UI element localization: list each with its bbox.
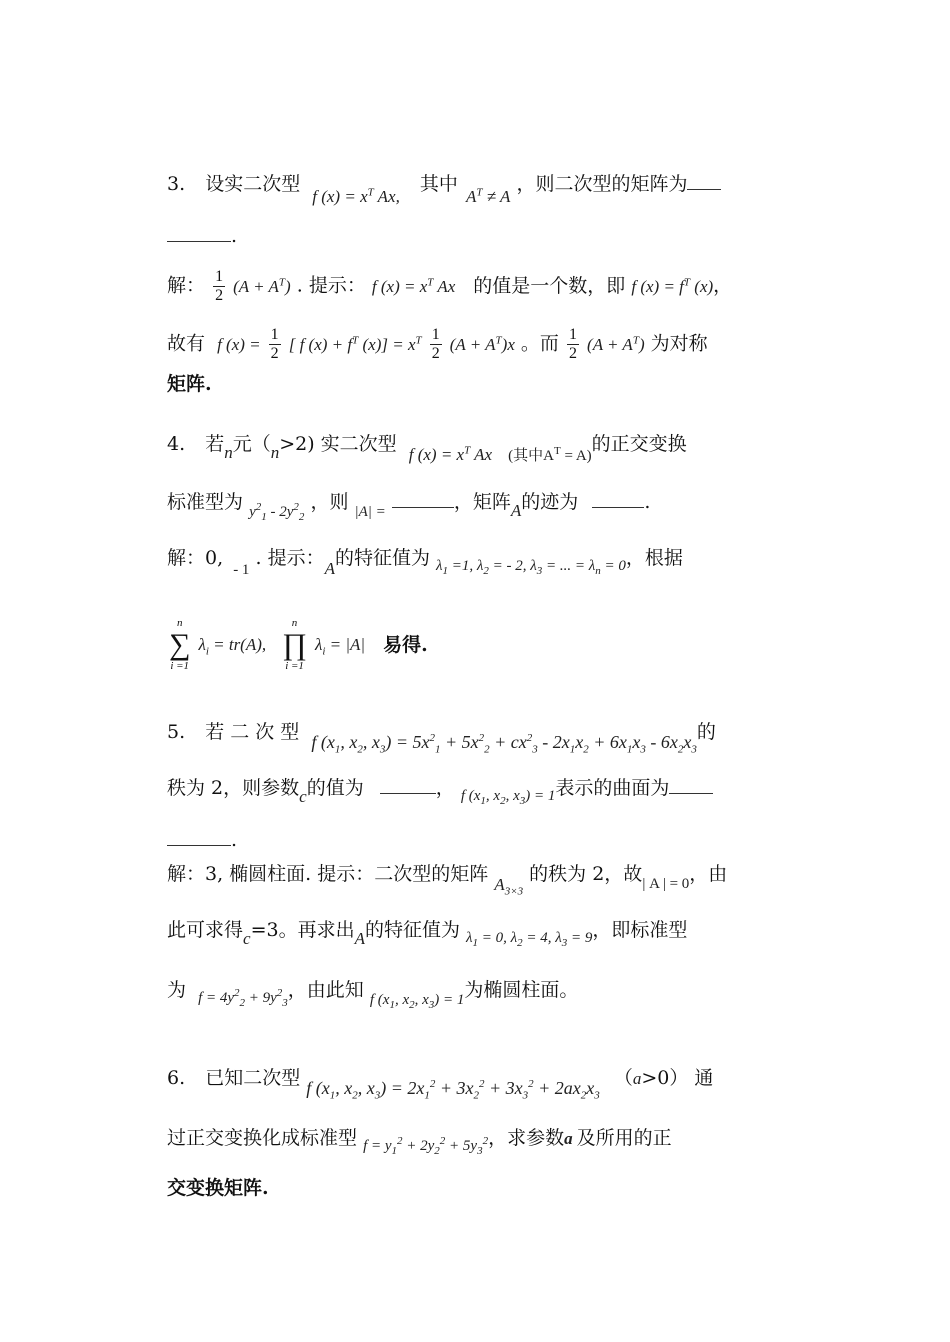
q6-line-3: 交变换矩阵. <box>167 1177 269 1199</box>
a4-line-2: n ∑ i =1 $\lambda_i = tr(A)$, n ∏ i =1 $\lambda_i = |A|$ 易得. <box>169 617 428 672</box>
answer-blank <box>687 173 721 190</box>
answer-blank <box>392 491 454 508</box>
answer-blank <box>592 491 644 508</box>
answer-blank <box>669 777 713 794</box>
q5-number: 5. <box>167 721 186 743</box>
q4-line-1: 4. 若n元（n>2) 实二次型 f $(x) = x^T$ Ax $_{(其中A^T = A)}$的正交变换 <box>167 433 687 464</box>
fraction: $\frac{1}{2}$ <box>215 268 224 304</box>
answer-label: 解：3, 椭圆柱面. 提示：二次型的矩阵 <box>167 863 489 885</box>
q5-line-3: . <box>167 828 237 852</box>
a3-line-2: 故有 f (x) = $\frac{1}{2}$ [ f $(x) + f^T$ $(x)] = x^T$ $\frac{1}{2}$ $(A + A^T)x$ 。而 $\frac{1}{2}$ $(A + A^T)$ 为对称 <box>167 326 708 362</box>
a4-line-1: 解：0, $_{- 1}$ . 提示：A的特征值为 $_{\lambda_1 =1, \lambda_2 = - 2, \lambda_3 = ... = \lambda_n = 0}$，根据 <box>167 547 683 578</box>
a3-line-3: 矩阵. <box>167 373 212 395</box>
q6-number: 6. <box>167 1067 186 1089</box>
product-symbol: n ∏ i =1 <box>282 617 307 672</box>
sum-symbol: n ∑ i =1 <box>169 617 191 672</box>
q3-line-1: 3. 设实二次型 f $(x) = x^T$ Ax, 其中 $A^T \ne A$ ，则二次型的矩阵为 <box>167 172 721 197</box>
a3-line-1: 解： $\frac{1}{2}$ $(A + A^T)$ . 提示： f $(x) = x^T$ Ax 的值是一个数，即 f $(x) = f^T$ (x)， <box>167 268 733 304</box>
a5-line-3: 为 $_{f = 4y^2_2 + 9y^2_3}$，由此知 $_{f (x_1, x_2, x_3) = 1}$为椭圆柱面。 <box>167 979 579 1011</box>
answer-label: 解：0, <box>167 547 224 569</box>
q5-line-1: 5. 若 二 次 型 f ($x_1$, $x_2$, $x_3) = 5x^2_1 + 5x^2_2 + cx^2_3 - 2x_1x_2 + 6x_1x_3 - 6x_2x_3$的 <box>167 721 716 756</box>
q6-line-1: 6. 已知二次型 f ($x_1$, $x_2$, $x_3) = 2x_1^2 + 3x_2^2 + 3x_3^2 + 2ax_2x_3$ （a>0） 通 <box>167 1067 714 1102</box>
a5-line-2: 此可求得c=3。再求出A的特征值为 $_{\lambda_1 = 0, \lambda_2 = 4, \lambda_3 = 9}$，即标准型 <box>167 919 688 949</box>
q4-line-2: 标准型为 $_{y^2_1 - 2y^2_2}$ ，则 $_{|A| =}$ ，矩阵A的迹为 . <box>167 491 651 523</box>
answer-label: 解： <box>167 274 206 297</box>
q3-line-2: . <box>167 224 237 248</box>
q5-line-2: 秩为 2，则参数c的值为 ， $_{f (x_1, x_2, x_3) = 1}$表示的曲面为 <box>167 776 713 802</box>
q3-formula-f: f $(x) = x^T$ Ax, <box>312 186 400 206</box>
q3-number: 3. <box>167 173 186 195</box>
q6-line-2: 过正交变换化成标准型 $_{f = y_1^2 + 2y_2^2 + 5y_3^2}$，求参数a 及所用的正 <box>167 1127 672 1157</box>
answer-blank <box>167 225 231 242</box>
q3-formula-cond: $A^T \ne A$ <box>465 186 511 206</box>
q4-number: 4. <box>167 433 186 455</box>
answer-blank <box>380 777 436 794</box>
a5-line-1: 解：3, 椭圆柱面. 提示：二次型的矩阵 $A_{3\times 3}$ 的秩为 2，故$_{| A | = 0}$，由 <box>167 863 728 898</box>
answer-blank <box>167 829 231 846</box>
